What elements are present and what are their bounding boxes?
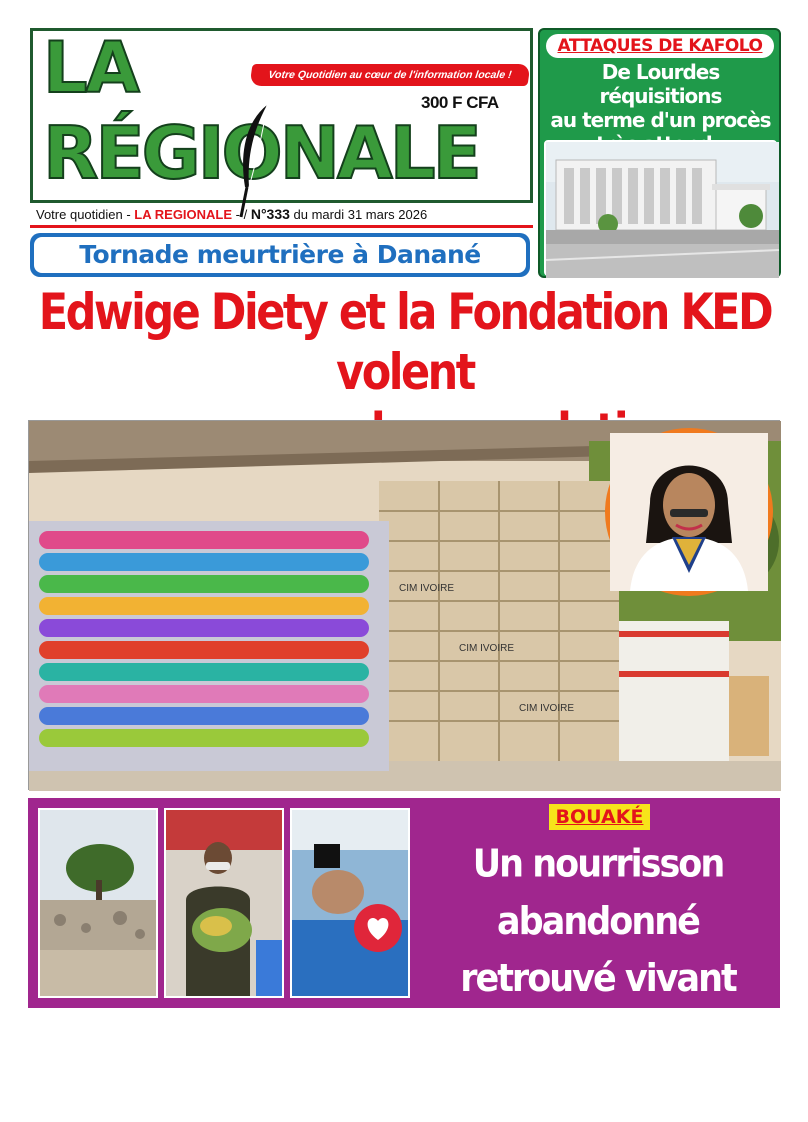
feather-icon [233,101,273,221]
issue-separator: - / [232,207,251,222]
masthead [30,28,533,203]
header-divider [30,225,533,228]
rolled-mats [29,521,389,771]
logo-text-regionale: RÉGIONALE [43,111,479,195]
ambulance-photo [164,808,284,998]
issue-date: du mardi 31 mars 2026 [289,207,428,222]
portrait-photo [605,428,773,596]
issue-line [36,206,532,222]
bouake-title-line: Un nourrisson abandonné [472,842,724,944]
logo-text-la: LA [43,27,138,109]
bouake-kicker: BOUAKÉ [549,804,650,830]
kafolo-title-line: De Lourdes réquisitions [599,60,722,108]
infant-photo [290,808,410,998]
bag-label: CIM IVOIRE [519,703,575,714]
cement-bags [379,481,619,761]
issue-paper-name: LA REGIONALE [134,207,233,222]
kafolo-kicker: ATTAQUES DE KAFOLO [546,34,774,58]
price-label: 300 F CFA [421,93,499,112]
tornade-banner [30,233,530,277]
dump-photo [38,808,158,998]
slogan-banner: Votre Quotidien au cœur de l'information locale ! [249,64,530,86]
bag-label: CIM IVOIRE [399,583,455,594]
headline-line: Edwige Diety et la Fondation KED volent [38,284,772,402]
issue-prefix: Votre quotidien - [36,207,135,222]
bouake-title-line: une décharge [475,1071,721,1116]
bouake-story-box[interactable] [28,798,780,1116]
kafolo-story-box[interactable] [538,28,781,278]
courthouse-photo [544,140,777,276]
bouake-title [416,836,780,1122]
bag-label: CIM IVOIRE [459,643,515,654]
kafolo-title-line: au terme d'un procès [550,108,771,132]
issue-number: N°333 [250,206,290,222]
bouake-title-line: retrouvé vivant dans [460,957,736,1059]
tornade-banner-text: Tornade meurtrière à Danané [34,237,526,273]
